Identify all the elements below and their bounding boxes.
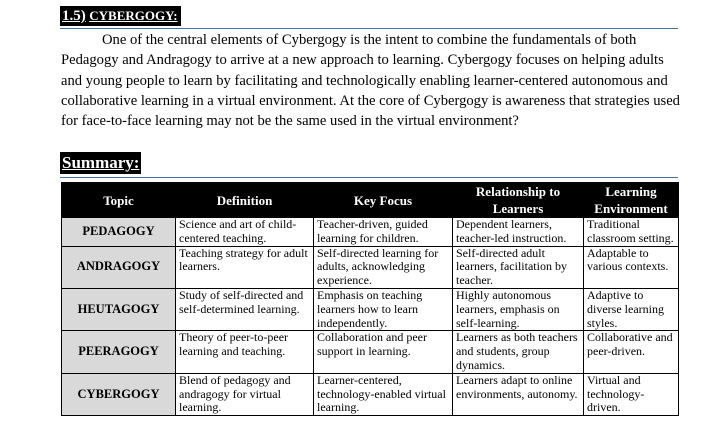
table-row (62, 331, 679, 373)
table-cell: Teaching strategy for adult learners. (176, 246, 314, 288)
table-cell: Learner-centered, technology-enabled virtual learning. (314, 373, 453, 415)
table-cell-topic: PEDAGOGY (62, 218, 176, 247)
section-number: 1.5) (62, 8, 86, 24)
section-heading (60, 6, 181, 26)
table-cell-topic: CYBERGOGY (62, 373, 176, 415)
table-header-row (62, 183, 679, 218)
table-cell: Teacher-driven, guided learning for children. (314, 218, 453, 247)
table-cell: Study of self-directed and self-determined learning. (176, 288, 314, 330)
section-title: CYBERGOGY: (89, 8, 178, 23)
table-cell: Learners as both teachers and students, group dynamics. (453, 331, 584, 373)
table-cell-topic: PEERAGOGY (62, 331, 176, 373)
table-row (62, 288, 679, 330)
table-cell: Virtual and technology-driven. (584, 373, 679, 415)
summary-heading: Summary: (62, 153, 140, 172)
table-row (62, 218, 679, 247)
header-definition: Definition (176, 183, 314, 218)
table-row (62, 373, 679, 415)
table-cell: Adaptive to diverse learning styles. (584, 288, 679, 330)
table-cell: Traditional classroom setting. (584, 218, 679, 247)
table-cell: Collaboration and peer support in learning. (314, 331, 453, 373)
section-heading-bar (60, 6, 678, 29)
table-cell: Emphasis on teaching learners how to learn independently. (314, 288, 453, 330)
summary-heading-bar (60, 152, 678, 178)
summary-table (61, 182, 679, 416)
table-row (62, 246, 679, 288)
header-environment: Learning Environment (584, 183, 679, 218)
header-topic: Topic (62, 183, 176, 218)
intro-paragraph: One of the central elements of Cybergogy is the intent to combine the fundamentals of both Pedagogy and Andragogy to arrive at a new approach to learning. Cybergogy focuses on helping adults and young people to learn by facilitating and technologically enabling learner-centered autonomous and collaborative learning in a virtual environment. At the core of Cybergogy is awareness that strategies used for face-to-face learning may not be the same used in the virtual environment? (61, 32, 680, 130)
table-cell: Learners adapt to online environments, autonomy. (453, 373, 584, 415)
table-cell: Dependent learners, teacher-led instruction. (453, 218, 584, 247)
table-cell: Theory of peer-to-peer learning and teaching. (176, 331, 314, 373)
header-relationship: Relationship to Learners (453, 183, 584, 218)
table-cell: Collaborative and peer-driven. (584, 331, 679, 373)
table-cell: Blend of pedagogy and andragogy for virtual learning. (176, 373, 314, 415)
table-cell-topic: ANDRAGOGY (62, 246, 176, 288)
table-cell: Self-directed adult learners, facilitation by teacher. (453, 246, 584, 288)
table-cell: Adaptable to various contexts. (584, 246, 679, 288)
table-cell: Science and art of child-centered teaching. (176, 218, 314, 247)
table-cell: Self-directed learning for adults, acknowledging experience. (314, 246, 453, 288)
table-cell: Highly autonomous learners, emphasis on self-learning. (453, 288, 584, 330)
header-key-focus: Key Focus (314, 183, 453, 218)
table-cell-topic: HEUTAGOGY (62, 288, 176, 330)
